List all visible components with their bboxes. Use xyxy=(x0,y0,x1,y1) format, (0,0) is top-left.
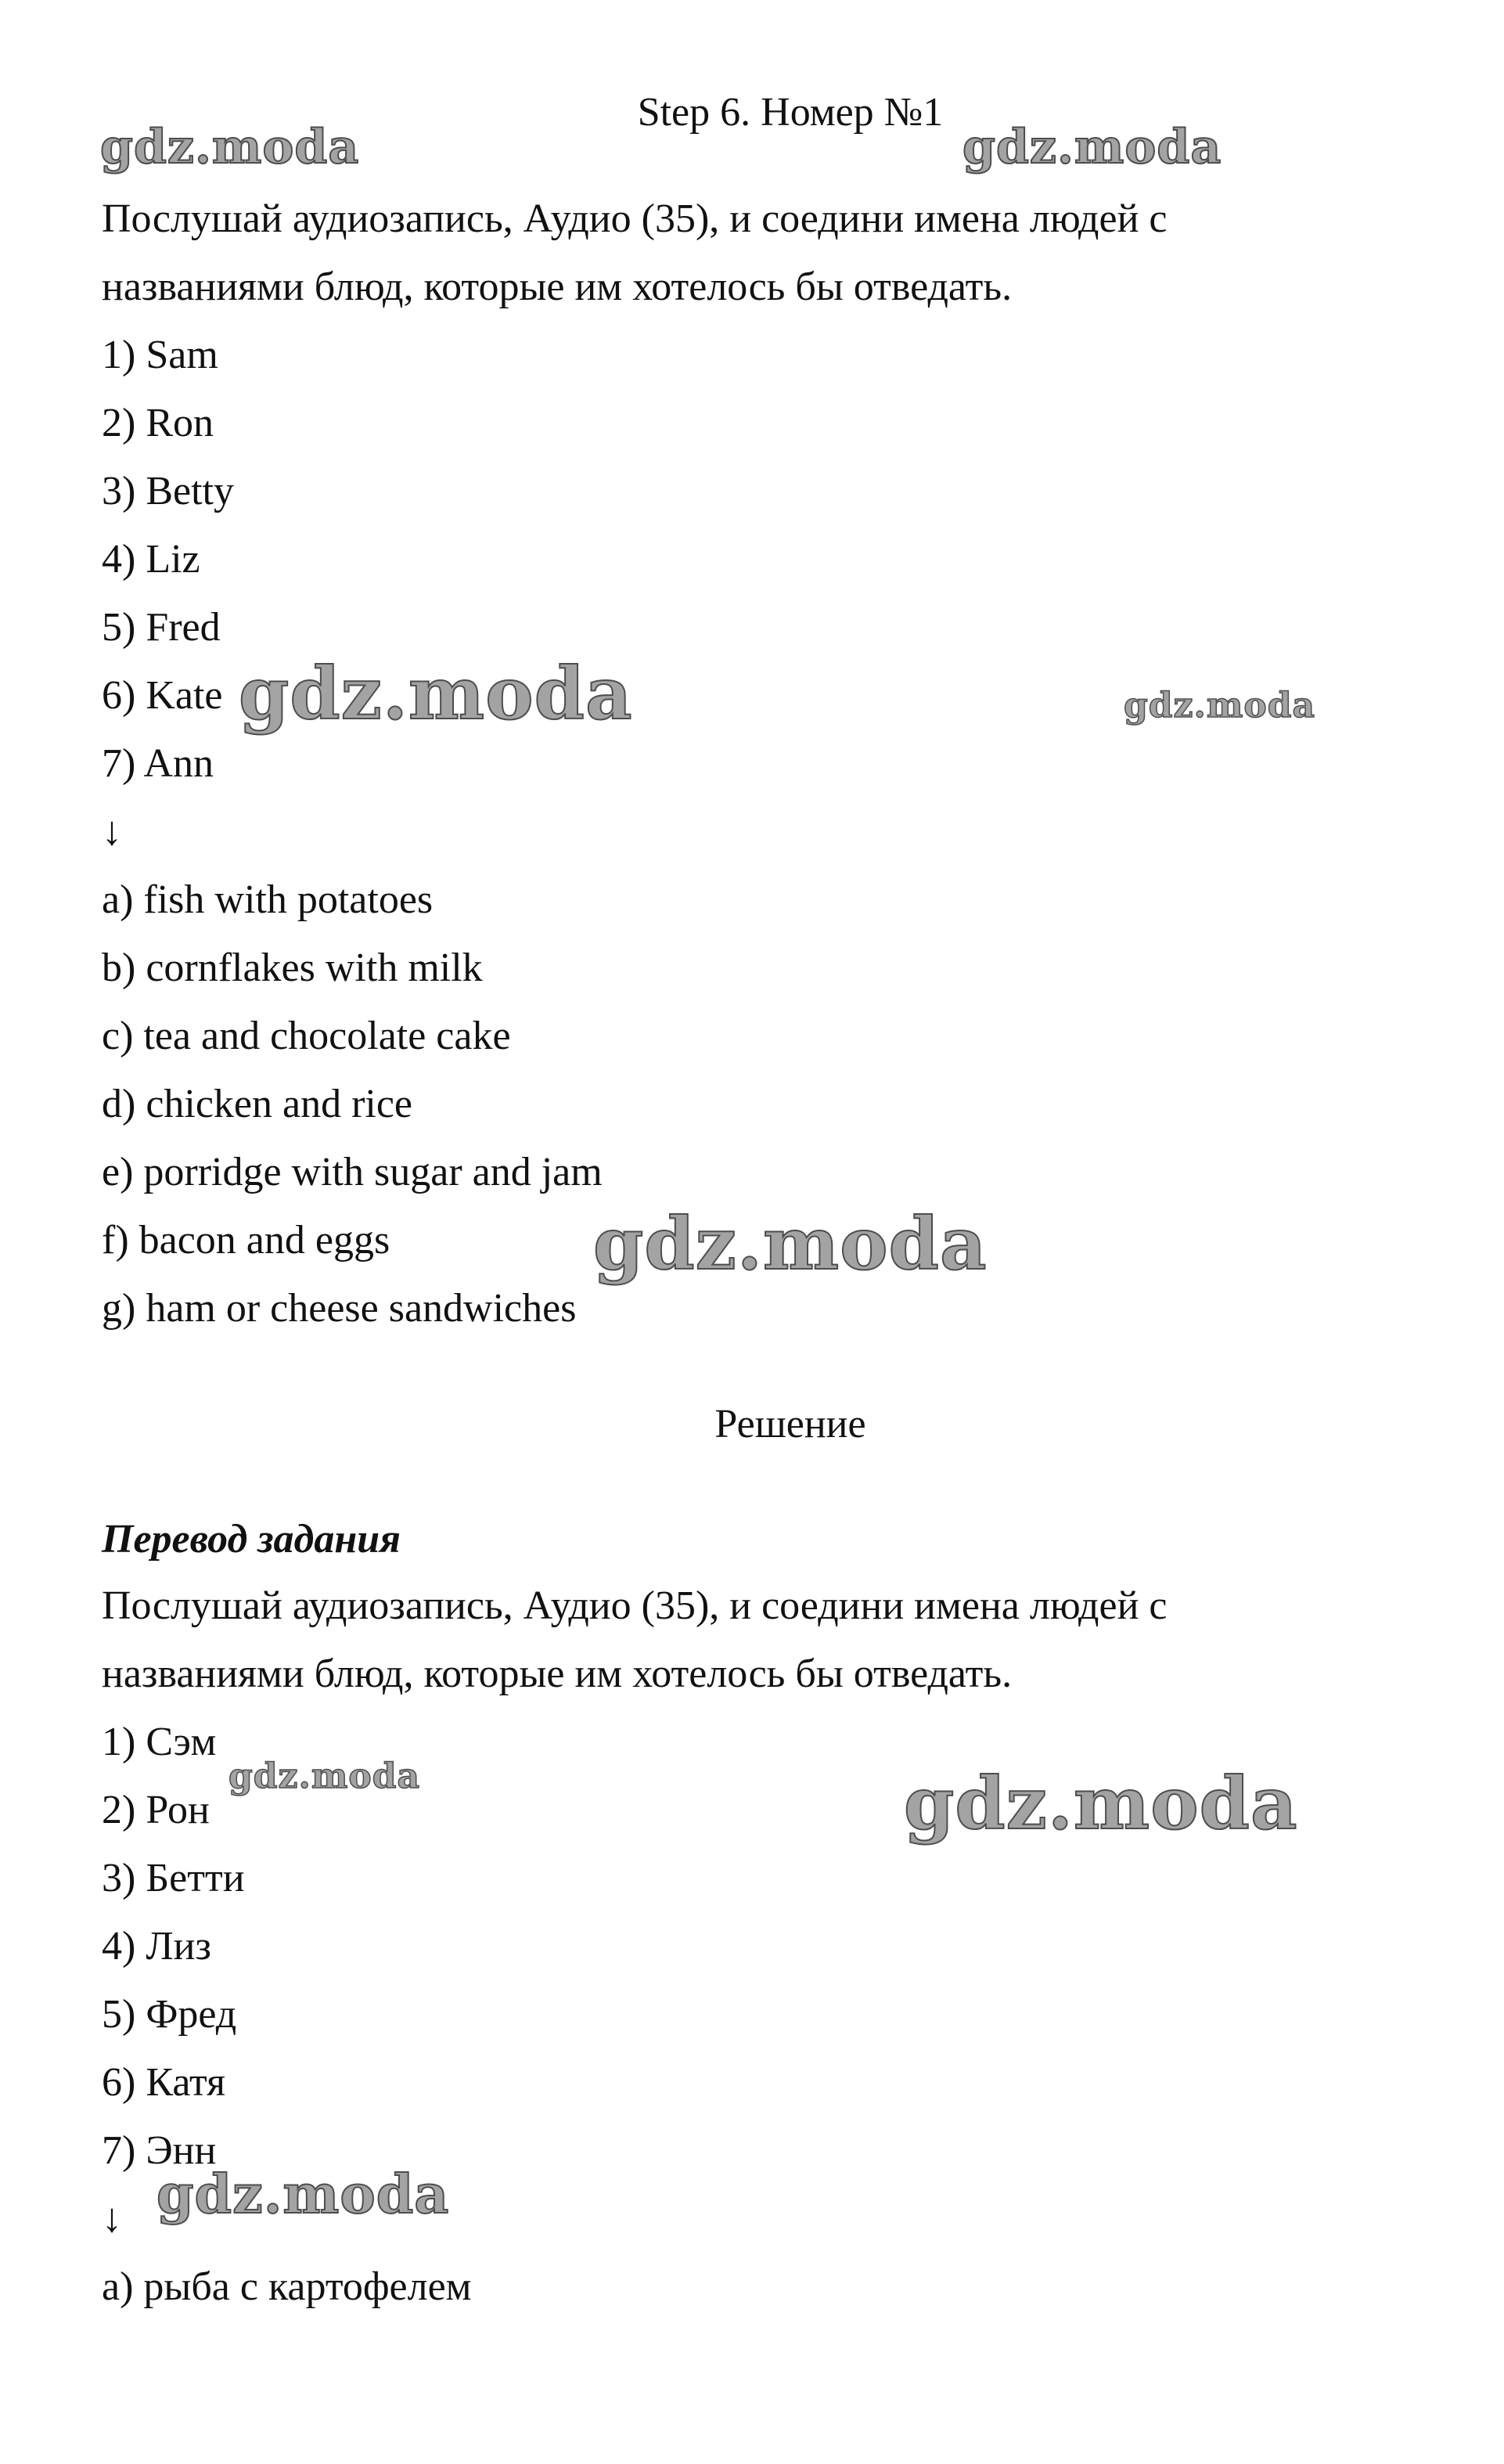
task-instruction-line-1: Послушай аудиозапись, Аудио (35), и соедини имена людей с xyxy=(102,196,1168,241)
task-instruction-line-2: названиями блюд, которые им хотелось бы отведать. xyxy=(102,265,1013,309)
name-item: 2) Ron xyxy=(102,401,214,445)
down-arrow-icon: ↓ xyxy=(102,2196,122,2241)
dish-item: b) cornflakes with milk xyxy=(102,946,483,990)
translated-name-item: 4) Лиз xyxy=(102,1924,211,1969)
watermark-logo: gdz.moda xyxy=(962,120,1222,175)
translated-name-item: 3) Бетти xyxy=(102,1856,245,1900)
translation-instruction-line-1: Послушай аудиозапись, Аудио (35), и соедини имена людей с xyxy=(102,1583,1168,1628)
translated-name-item: 6) Катя xyxy=(102,2060,226,2105)
watermark-logo: gdz.moda xyxy=(593,1201,988,1286)
translated-dish-item: a) рыба с картофелем xyxy=(102,2264,472,2309)
name-item: 7) Ann xyxy=(102,741,214,786)
watermark-logo: gdz.moda xyxy=(100,120,360,175)
name-item: 3) Betty xyxy=(102,469,234,513)
page-title: Step 6. Номер №1 xyxy=(637,90,944,135)
name-item: 4) Liz xyxy=(102,537,200,582)
translation-heading: Перевод задания xyxy=(102,1517,401,1562)
solution-heading: Решение xyxy=(714,1402,866,1446)
translation-instruction-line-2: названиями блюд, которые им хотелось бы отведать. xyxy=(102,1652,1013,1696)
watermark-logo: gdz.moda xyxy=(904,1761,1298,1846)
watermark-logo: gdz.moda xyxy=(157,2163,450,2226)
name-item: 1) Sam xyxy=(102,333,218,377)
name-item: 5) Fred xyxy=(102,605,221,650)
dish-item: e) porridge with sugar and jam xyxy=(102,1150,603,1194)
watermark-logo: gdz.moda xyxy=(228,1756,421,1796)
translated-name-item: 1) Сэм xyxy=(102,1720,217,1764)
dish-item: f) bacon and eggs xyxy=(102,1218,390,1263)
down-arrow-icon: ↓ xyxy=(102,809,122,854)
dish-item: g) ham or cheese sandwiches xyxy=(102,1286,577,1331)
dish-item: d) chicken and rice xyxy=(102,1082,413,1126)
translated-name-item: 7) Энн xyxy=(102,2128,217,2173)
translated-name-item: 5) Фред xyxy=(102,1992,237,2037)
translated-name-item: 2) Рон xyxy=(102,1788,210,1832)
watermark-logo: gdz.moda xyxy=(1124,686,1316,726)
watermark-logo: gdz.moda xyxy=(239,651,633,736)
dish-item: c) tea and chocolate cake xyxy=(102,1014,511,1058)
dish-item: a) fish with potatoes xyxy=(102,877,434,922)
name-item: 6) Kate xyxy=(102,673,223,718)
